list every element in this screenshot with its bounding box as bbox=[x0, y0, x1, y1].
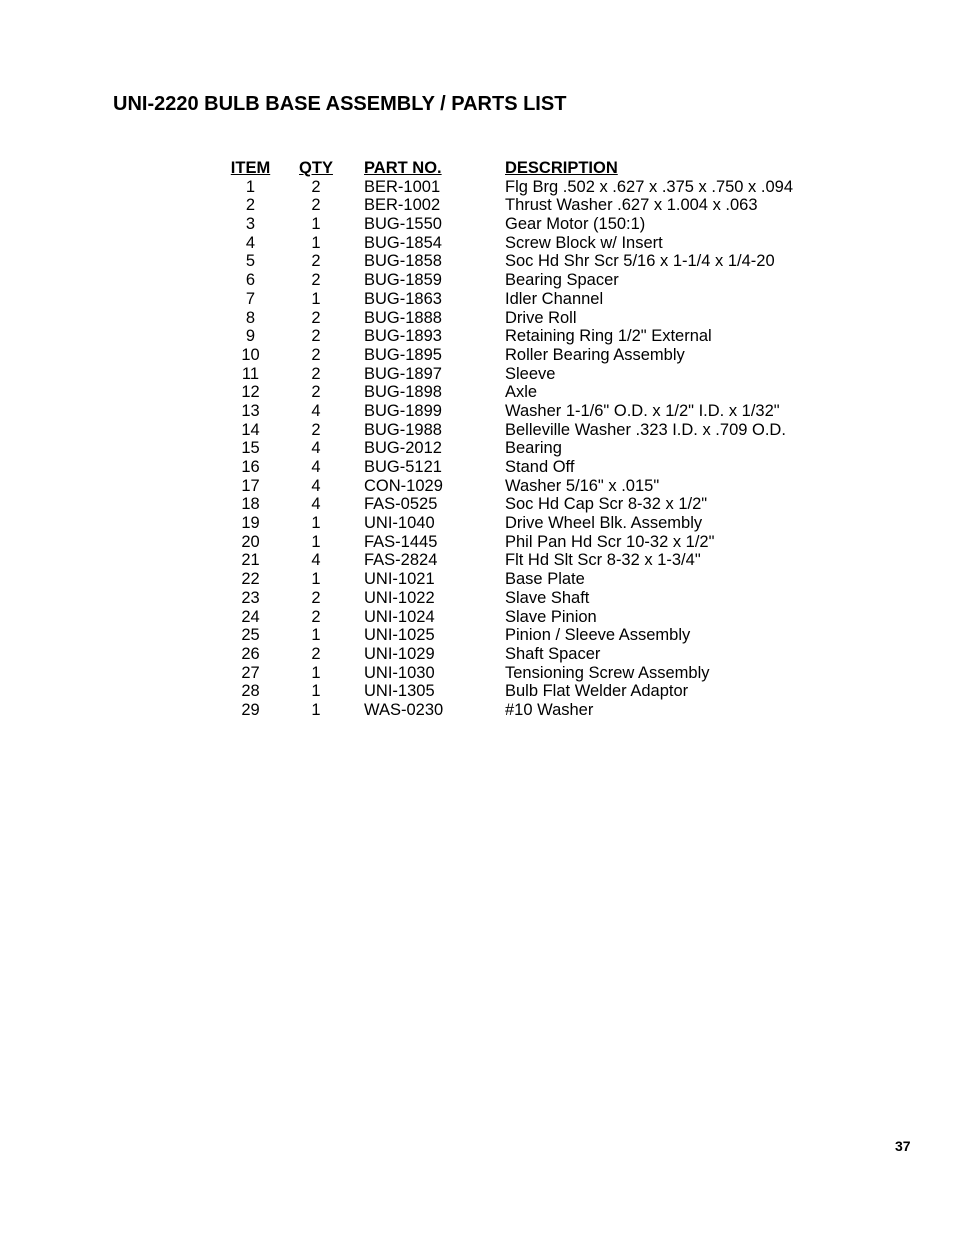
description-cell: Washer 5/16" x .015" bbox=[505, 476, 660, 495]
description-cell: Gear Motor (150:1) bbox=[505, 215, 646, 234]
description-cell: Drive Wheel Blk. Assembly bbox=[505, 514, 703, 533]
description-cell: Idler Channel bbox=[505, 289, 604, 308]
item-cell: 20 bbox=[241, 532, 260, 551]
part-number-cell: FAS-0525 bbox=[364, 495, 438, 514]
part-number-cell: UNI-1024 bbox=[364, 607, 435, 626]
column-header-qty: QTY bbox=[299, 159, 333, 177]
table-row bbox=[0, 551, 954, 570]
qty-cell: 1 bbox=[311, 233, 321, 252]
part-number-cell: CON-1029 bbox=[364, 476, 443, 495]
item-cell: 26 bbox=[241, 644, 260, 663]
item-cell: 10 bbox=[241, 345, 260, 364]
description-cell: Soc Hd Cap Scr 8-32 x 1/2" bbox=[505, 495, 708, 514]
table-row bbox=[0, 309, 954, 328]
description-cell: Bulb Flat Welder Adaptor bbox=[505, 682, 689, 701]
item-cell: 25 bbox=[241, 626, 260, 645]
column-header-description: DESCRIPTION bbox=[505, 159, 618, 177]
item-cell: 22 bbox=[241, 570, 260, 589]
part-number-cell: BUG-1893 bbox=[364, 327, 442, 346]
item-cell: 14 bbox=[241, 420, 260, 439]
item-cell: 12 bbox=[241, 383, 260, 402]
description-cell: Sleeve bbox=[505, 364, 556, 383]
table-row bbox=[0, 458, 954, 477]
description-cell: Pinion / Sleeve Assembly bbox=[505, 626, 691, 645]
table-row bbox=[0, 252, 954, 271]
item-cell: 17 bbox=[241, 476, 260, 495]
description-cell: Thrust Washer .627 x 1.004 x .063 bbox=[505, 196, 758, 215]
item-cell: 1 bbox=[245, 177, 256, 196]
table-row bbox=[0, 608, 954, 627]
qty-cell: 1 bbox=[311, 570, 321, 589]
description-cell: Washer 1-1/6" O.D. x 1/2" I.D. x 1/32" bbox=[505, 401, 780, 420]
description-cell: Phil Pan Hd Scr 10-32 x 1/2" bbox=[505, 532, 715, 551]
item-cell: 19 bbox=[241, 514, 260, 533]
part-number-cell: UNI-1040 bbox=[364, 514, 435, 533]
part-number-cell: BUG-5121 bbox=[364, 458, 442, 476]
table-row bbox=[0, 346, 954, 365]
table-row bbox=[0, 439, 954, 458]
part-number-cell: FAS-2824 bbox=[364, 551, 438, 570]
part-number-cell: BER-1001 bbox=[364, 177, 441, 196]
table-row bbox=[0, 290, 954, 309]
qty-cell: 1 bbox=[311, 700, 321, 719]
description-cell: Slave Pinion bbox=[505, 607, 597, 626]
item-cell: 7 bbox=[245, 289, 256, 308]
table-row bbox=[0, 589, 954, 608]
part-number-cell: BUG-1988 bbox=[364, 420, 442, 439]
table-row bbox=[0, 178, 954, 197]
part-number-cell: BUG-1550 bbox=[364, 215, 442, 234]
table-row bbox=[0, 701, 954, 720]
item-cell: 15 bbox=[241, 439, 260, 458]
qty-cell: 2 bbox=[311, 308, 321, 327]
item-cell: 28 bbox=[241, 682, 260, 701]
qty-cell: 1 bbox=[311, 626, 321, 645]
table-row bbox=[0, 495, 954, 514]
table-row bbox=[0, 682, 954, 701]
item-cell: 11 bbox=[241, 364, 260, 383]
item-cell: 18 bbox=[241, 495, 260, 514]
description-cell: Roller Bearing Assembly bbox=[505, 345, 685, 364]
table-row bbox=[0, 626, 954, 645]
description-cell: Bearing bbox=[505, 439, 562, 458]
part-number-cell: BUG-1863 bbox=[364, 289, 442, 308]
table-row bbox=[0, 365, 954, 384]
qty-cell: 1 bbox=[311, 215, 321, 234]
part-number-cell: UNI-1022 bbox=[364, 588, 435, 607]
table-row bbox=[0, 645, 954, 664]
table-row bbox=[0, 421, 954, 440]
table-row bbox=[0, 327, 954, 346]
description-cell: Retaining Ring 1/2" External bbox=[505, 327, 712, 346]
item-cell: 6 bbox=[245, 271, 256, 290]
qty-cell: 4 bbox=[311, 495, 321, 514]
table-row bbox=[0, 383, 954, 402]
part-number-cell: BUG-2012 bbox=[364, 439, 442, 458]
item-cell: 8 bbox=[245, 308, 256, 327]
part-number-cell: UNI-1030 bbox=[364, 663, 435, 682]
description-cell: Shaft Spacer bbox=[505, 644, 601, 663]
table-row bbox=[0, 215, 954, 234]
description-cell: Belleville Washer .323 I.D. x .709 O.D. bbox=[505, 420, 786, 439]
table-row bbox=[0, 234, 954, 253]
qty-cell: 4 bbox=[311, 551, 321, 570]
part-number-cell: BUG-1854 bbox=[364, 233, 442, 252]
qty-cell: 4 bbox=[311, 476, 321, 495]
qty-cell: 2 bbox=[311, 327, 321, 346]
description-cell: Screw Block w/ Insert bbox=[505, 233, 663, 252]
description-cell: Base Plate bbox=[505, 570, 585, 589]
item-cell: 16 bbox=[241, 458, 260, 476]
item-cell: 29 bbox=[241, 700, 260, 719]
part-number-cell: BUG-1897 bbox=[364, 364, 442, 383]
part-number-cell: UNI-1025 bbox=[364, 626, 435, 645]
qty-cell: 2 bbox=[311, 177, 321, 196]
qty-cell: 2 bbox=[311, 607, 321, 626]
part-number-cell: UNI-1021 bbox=[364, 570, 435, 589]
part-number-cell: BUG-1859 bbox=[364, 271, 442, 290]
item-cell: 2 bbox=[245, 196, 256, 215]
description-cell: Axle bbox=[505, 383, 538, 402]
description-cell: Slave Shaft bbox=[505, 588, 590, 607]
qty-cell: 2 bbox=[311, 588, 321, 607]
part-number-cell: BUG-1898 bbox=[364, 383, 442, 402]
parts-table-body bbox=[0, 178, 954, 720]
part-number-cell: WAS-0230 bbox=[364, 700, 444, 719]
description-cell: Tensioning Screw Assembly bbox=[505, 663, 710, 682]
table-row bbox=[0, 402, 954, 421]
description-cell: Bearing Spacer bbox=[505, 271, 619, 290]
part-number-cell: UNI-1029 bbox=[364, 644, 435, 663]
table-header-row bbox=[0, 159, 954, 178]
qty-cell: 2 bbox=[311, 420, 321, 439]
qty-cell: 1 bbox=[311, 682, 321, 701]
qty-cell: 2 bbox=[311, 644, 321, 663]
table-row bbox=[0, 196, 954, 215]
description-cell: Stand Off bbox=[505, 458, 575, 476]
item-cell: 3 bbox=[245, 215, 256, 234]
item-cell: 13 bbox=[241, 401, 260, 420]
part-number-cell: UNI-1305 bbox=[364, 682, 435, 701]
table-row bbox=[0, 477, 954, 496]
qty-cell: 1 bbox=[311, 663, 321, 682]
qty-cell: 2 bbox=[311, 252, 321, 271]
qty-cell: 2 bbox=[311, 345, 321, 364]
part-number-cell: BUG-1899 bbox=[364, 401, 442, 420]
description-cell: #10 Washer bbox=[505, 700, 594, 719]
table-row bbox=[0, 570, 954, 589]
qty-cell: 1 bbox=[311, 289, 321, 308]
item-cell: 21 bbox=[241, 551, 260, 570]
qty-cell: 2 bbox=[311, 196, 321, 215]
qty-cell: 1 bbox=[311, 514, 321, 533]
item-cell: 23 bbox=[241, 588, 260, 607]
item-cell: 5 bbox=[245, 252, 256, 271]
part-number-cell: BUG-1895 bbox=[364, 345, 442, 364]
qty-cell: 2 bbox=[311, 364, 321, 383]
item-cell: 9 bbox=[245, 327, 256, 346]
part-number-cell: BUG-1858 bbox=[364, 252, 442, 271]
item-cell: 4 bbox=[245, 233, 256, 252]
qty-cell: 2 bbox=[311, 271, 321, 290]
qty-cell: 1 bbox=[311, 532, 321, 551]
item-cell: 24 bbox=[241, 607, 260, 626]
page-title: UNI-2220 BULB BASE ASSEMBLY / PARTS LIST bbox=[113, 93, 567, 115]
description-cell: Flt Hd Slt Scr 8-32 x 1-3/4" bbox=[505, 551, 701, 570]
description-cell: Flg Brg .502 x .627 x .375 x .750 x .094 bbox=[505, 177, 794, 196]
qty-cell: 4 bbox=[311, 458, 321, 476]
part-number-cell: BUG-1888 bbox=[364, 308, 442, 327]
table-row bbox=[0, 514, 954, 533]
item-cell: 27 bbox=[241, 663, 260, 682]
table-row bbox=[0, 664, 954, 683]
qty-cell: 4 bbox=[311, 401, 321, 420]
column-header-part-no: PART NO. bbox=[364, 159, 442, 177]
part-number-cell: BER-1002 bbox=[364, 196, 441, 215]
page-number: 37 bbox=[895, 1138, 911, 1154]
qty-cell: 2 bbox=[311, 383, 321, 402]
description-cell: Soc Hd Shr Scr 5/16 x 1-1/4 x 1/4-20 bbox=[505, 252, 775, 271]
qty-cell: 4 bbox=[311, 439, 321, 458]
column-header-item: ITEM bbox=[230, 159, 271, 177]
description-cell: Drive Roll bbox=[505, 308, 577, 327]
table-row bbox=[0, 533, 954, 552]
table-row bbox=[0, 271, 954, 290]
part-number-cell: FAS-1445 bbox=[364, 532, 438, 551]
parts-table bbox=[0, 159, 954, 720]
